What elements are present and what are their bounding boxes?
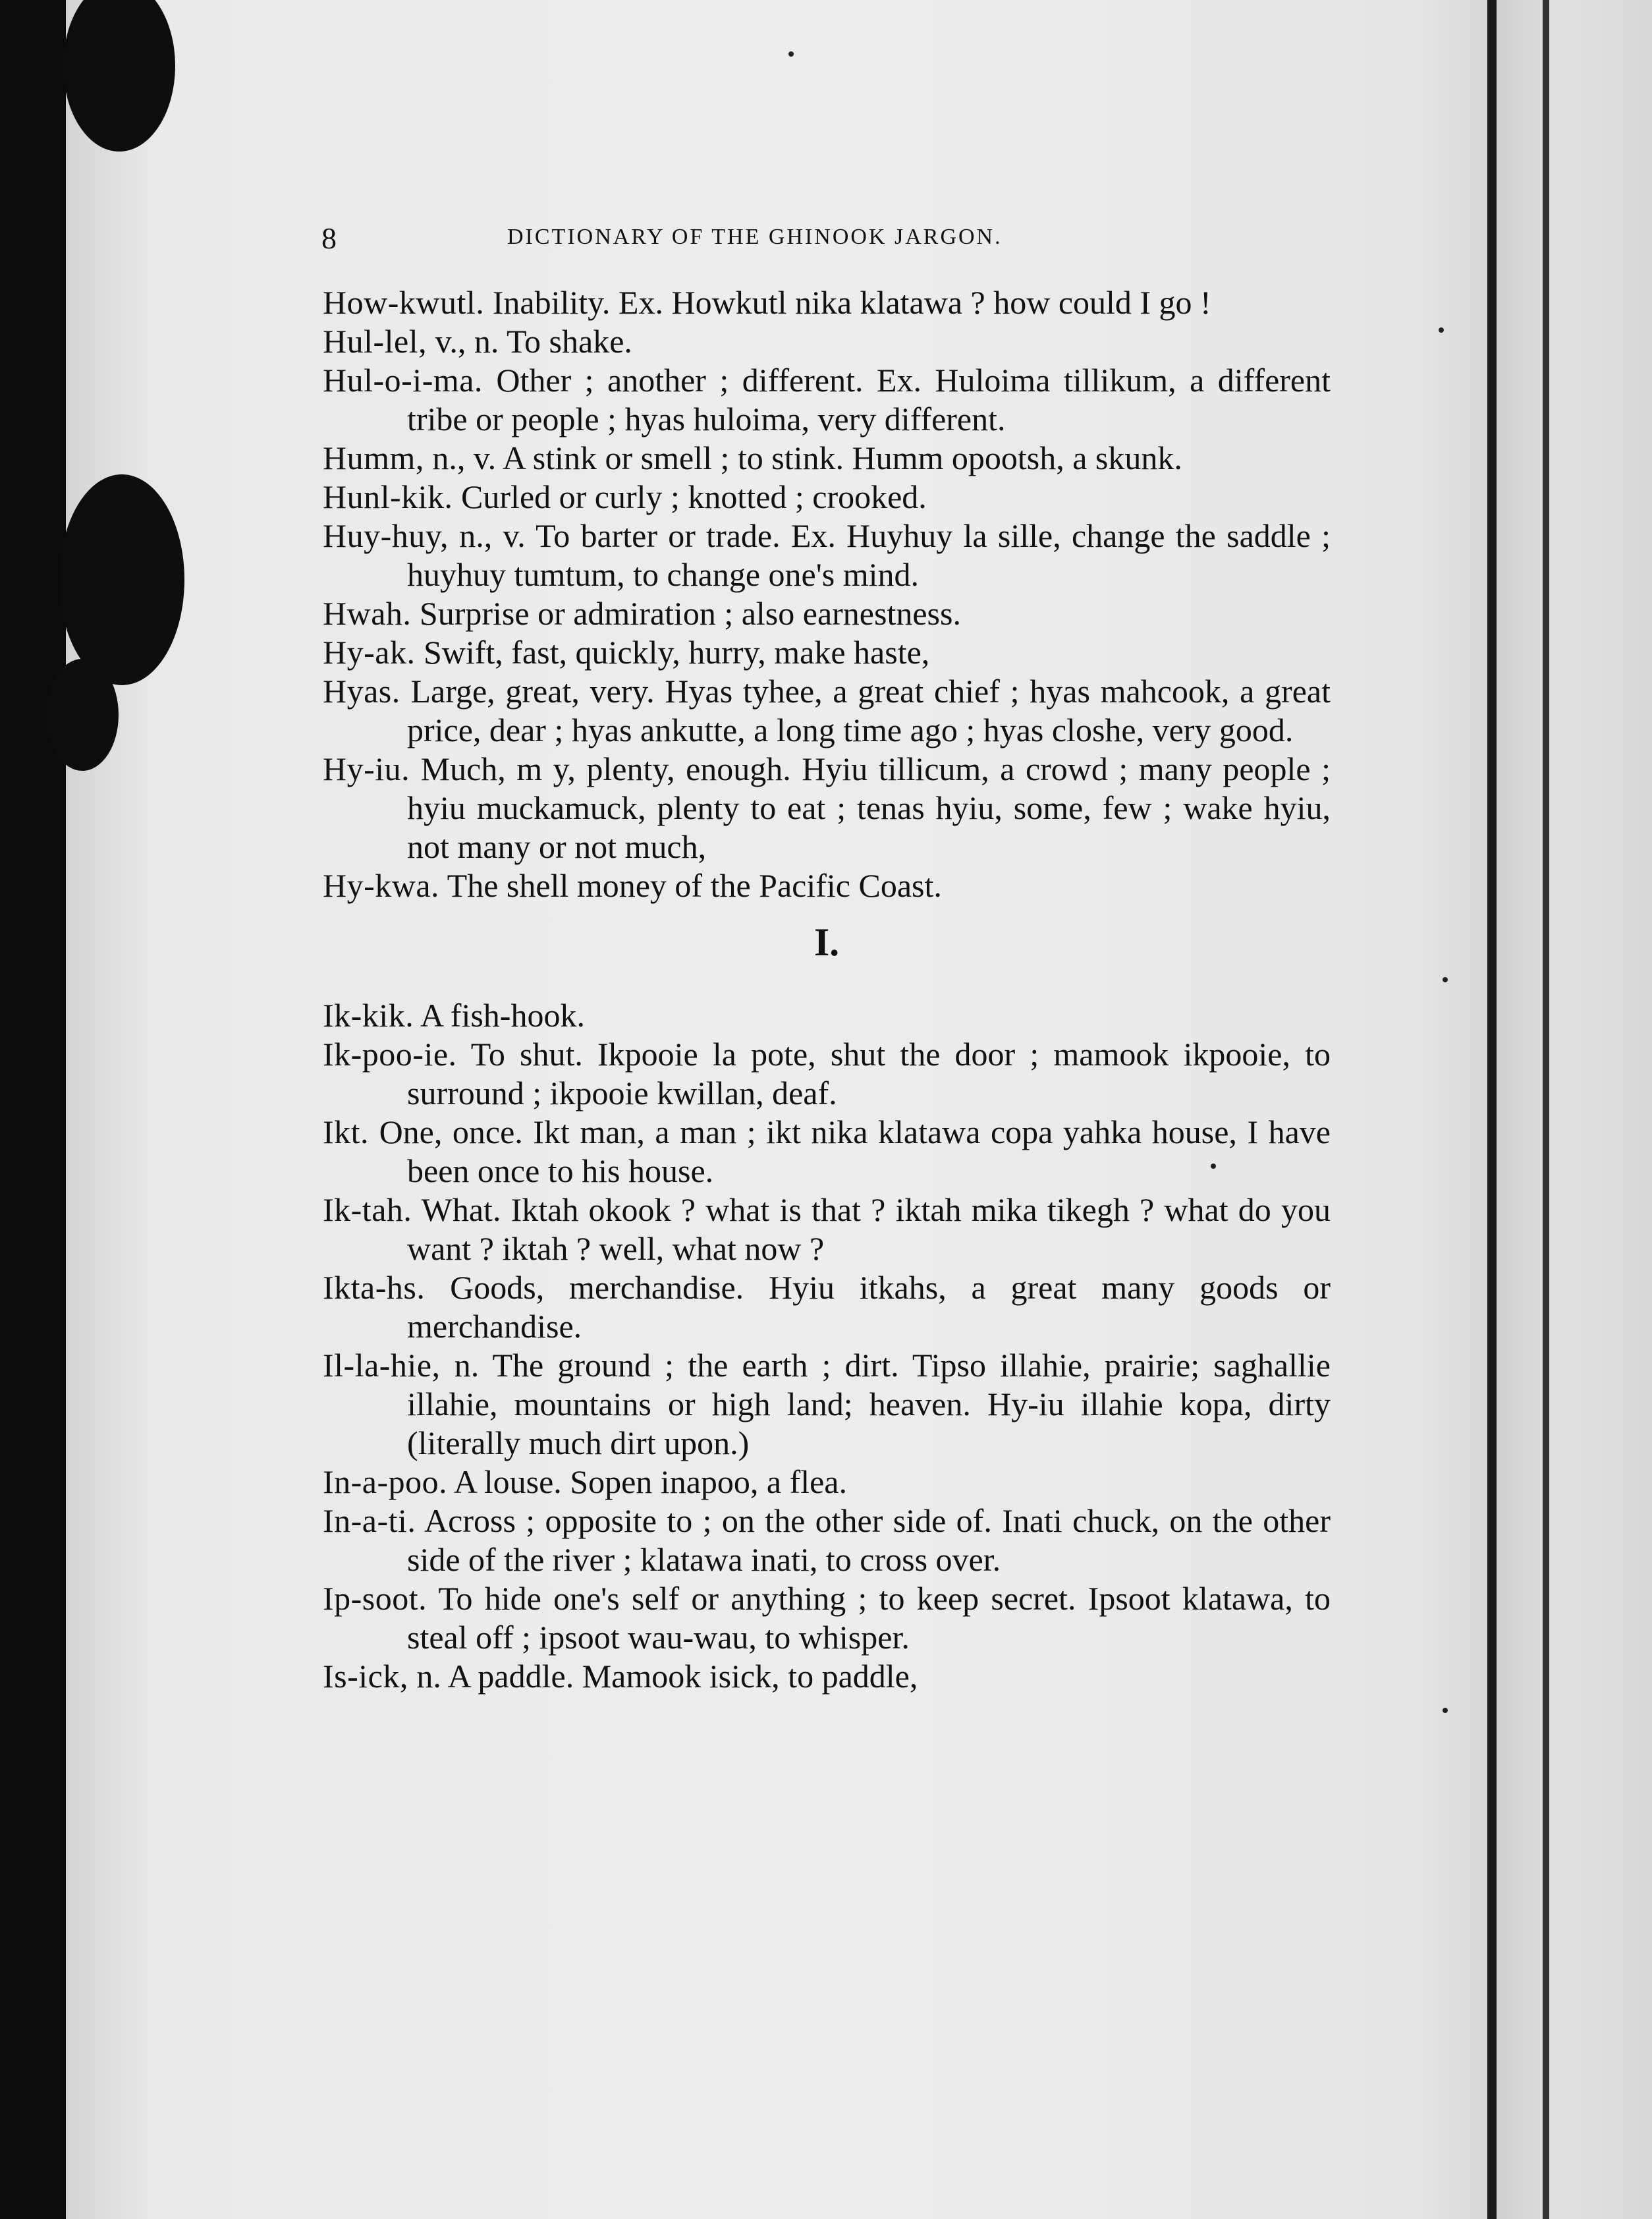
entry-headword: Ik-poo-ie.: [323, 1036, 457, 1073]
entry-definition: Curled or curly ; knotted ; crooked.: [461, 478, 927, 515]
dictionary-entry: [323, 996, 1331, 1035]
dictionary-entry: [323, 1035, 1331, 1113]
print-speck: [1443, 977, 1448, 982]
dictionary-entry: [323, 866, 1331, 905]
entry-headword: Ip-soot.: [323, 1580, 427, 1617]
book-gutter: [1487, 0, 1497, 2219]
entry-definition: Large, great, very. Hyas tyhee, a great chief ; hyas mahcook, a great price, dear ; hyas ankutte, a long time ago ; hyas closhe, very good.: [407, 673, 1331, 748]
dictionary-entry: [323, 361, 1331, 439]
entry-definition: Other ; another ; different. Ex. Huloima tillikum, a different tribe or people ; hyas huloima, very different.: [407, 362, 1331, 437]
entry-headword: Il-la-hie,: [323, 1347, 441, 1384]
entry-definition: A louse. Sopen inapoo, a flea.: [453, 1463, 848, 1500]
dictionary-entry: [323, 439, 1331, 478]
running-title: DICTIONARY OF THE GHINOOK JARGON.: [507, 225, 1003, 249]
dictionary-entry: [323, 1657, 1331, 1696]
entry-headword: Hy-iu.: [323, 750, 410, 787]
print-speck: [788, 51, 794, 57]
facing-page-edge: [1497, 0, 1652, 2219]
dictionary-entry: [323, 750, 1331, 866]
entry-definition: The shell money of the Pacific Coast.: [447, 867, 942, 904]
dictionary-entry: [323, 322, 1331, 361]
entry-headword: Humm,: [323, 439, 424, 476]
dictionary-entry: [323, 1502, 1331, 1579]
dictionary-entry: [323, 633, 1331, 672]
entry-definition: To hide one's self or anything ; to keep secret. Ipsoot klatawa, to steal off ; ipsoot wau-wau, to whisper.: [407, 1580, 1331, 1656]
dictionary-entry: [323, 672, 1331, 750]
entry-definition: n. The ground ; the earth ; dirt. Tipso illahie, prairie; saghallie illahie, mountains or high land; heaven. Hy-iu illahie kopa, dirty (literally much dirt upon.): [407, 1347, 1331, 1461]
entry-headword: Ikta-hs.: [323, 1269, 426, 1306]
section-letter: I.: [813, 920, 840, 964]
entry-headword: In-a-poo.: [323, 1463, 448, 1500]
dictionary-entry: [323, 1346, 1331, 1463]
dictionary-entry: [323, 1268, 1331, 1346]
entry-definition: Much, m y, plenty, enough. Hyiu tillicum, a crowd ; many people ; hyiu muckamuck, plenty to eat ; tenas hyiu, some, few ; wake hyiu, not many or not much,: [407, 750, 1331, 865]
page-number: 8: [321, 221, 337, 255]
entry-headword: Hyas.: [323, 673, 400, 710]
entry-definition: What. Iktah okook ? what is that ? iktah mika tikegh ? what do you want ? iktah ? well, what now ?: [407, 1191, 1331, 1267]
entry-headword: Hwah.: [323, 595, 412, 632]
dictionary-entry: [323, 594, 1331, 633]
entry-definition: One, once. Ikt man, a man ; ikt nika klatawa copa yahka house, I have been once to his house.: [379, 1113, 1331, 1189]
entry-headword: Ik-tah.: [323, 1191, 412, 1228]
entries-i-section: [323, 996, 1331, 1696]
entry-headword: How-kwutl.: [323, 284, 485, 321]
dictionary-entry: [323, 1579, 1331, 1657]
ink-stain: [59, 474, 184, 685]
page-header: [316, 221, 1331, 260]
print-speck: [1443, 1708, 1448, 1713]
entry-definition: n., v. A stink or smell ; to stink. Humm opootsh, a skunk.: [432, 439, 1182, 476]
entries-h-section: [323, 283, 1331, 905]
entry-definition: Goods, merchandise. Hyiu itkahs, a great many goods or merchandise.: [407, 1269, 1331, 1345]
dictionary-entry: [323, 283, 1331, 322]
dictionary-entry: [323, 1191, 1331, 1268]
entry-definition: Surprise or admiration ; also earnestness.: [419, 595, 961, 632]
entry-definition: Swift, fast, quickly, hurry, make haste,: [423, 634, 930, 671]
entry-headword: In-a-ti.: [323, 1502, 416, 1539]
dictionary-entry: [323, 517, 1331, 594]
ink-stain: [46, 659, 119, 771]
entry-headword: Hul-o-i-ma.: [323, 362, 483, 399]
dictionary-entry: [323, 478, 1331, 517]
facing-page-shadow: [1543, 0, 1549, 2219]
entry-definition: Across ; opposite to ; on the other side of. Inati chuck, on the other side of the river ; klatawa inati, to cross over.: [407, 1502, 1331, 1578]
entry-headword: Is-ick,: [323, 1658, 408, 1695]
entry-definition: n. A paddle. Mamook isick, to paddle,: [416, 1658, 918, 1695]
entry-definition: v., n. To shake.: [435, 323, 632, 360]
entry-definition: n., v. To barter or trade. Ex. Huyhuy la sille, change the saddle ; huyhuy tumtum, to change one's mind.: [407, 517, 1331, 593]
entry-headword: Hy-kwa.: [323, 867, 440, 904]
print-speck: [1439, 327, 1444, 333]
entry-definition: Inability. Ex. Howkutl nika klatawa ? how could I go !: [492, 284, 1211, 321]
entry-headword: Hunl-kik.: [323, 478, 453, 515]
dictionary-body: [323, 283, 1331, 1696]
entry-definition: To shut. Ikpooie la pote, shut the door ; mamook ikpooie, to surround ; ikpooie kwillan, deaf.: [407, 1036, 1331, 1111]
entry-headword: Hy-ak.: [323, 634, 416, 671]
entry-headword: Hul-lel,: [323, 323, 427, 360]
dictionary-entry: [323, 1463, 1331, 1502]
entry-headword: Ik-kik.: [323, 997, 414, 1034]
dictionary-entry: [323, 1113, 1331, 1191]
entry-headword: Huy-huy,: [323, 517, 449, 554]
entry-definition: A fish-hook.: [420, 997, 585, 1034]
entry-headword: Ikt.: [323, 1113, 370, 1150]
